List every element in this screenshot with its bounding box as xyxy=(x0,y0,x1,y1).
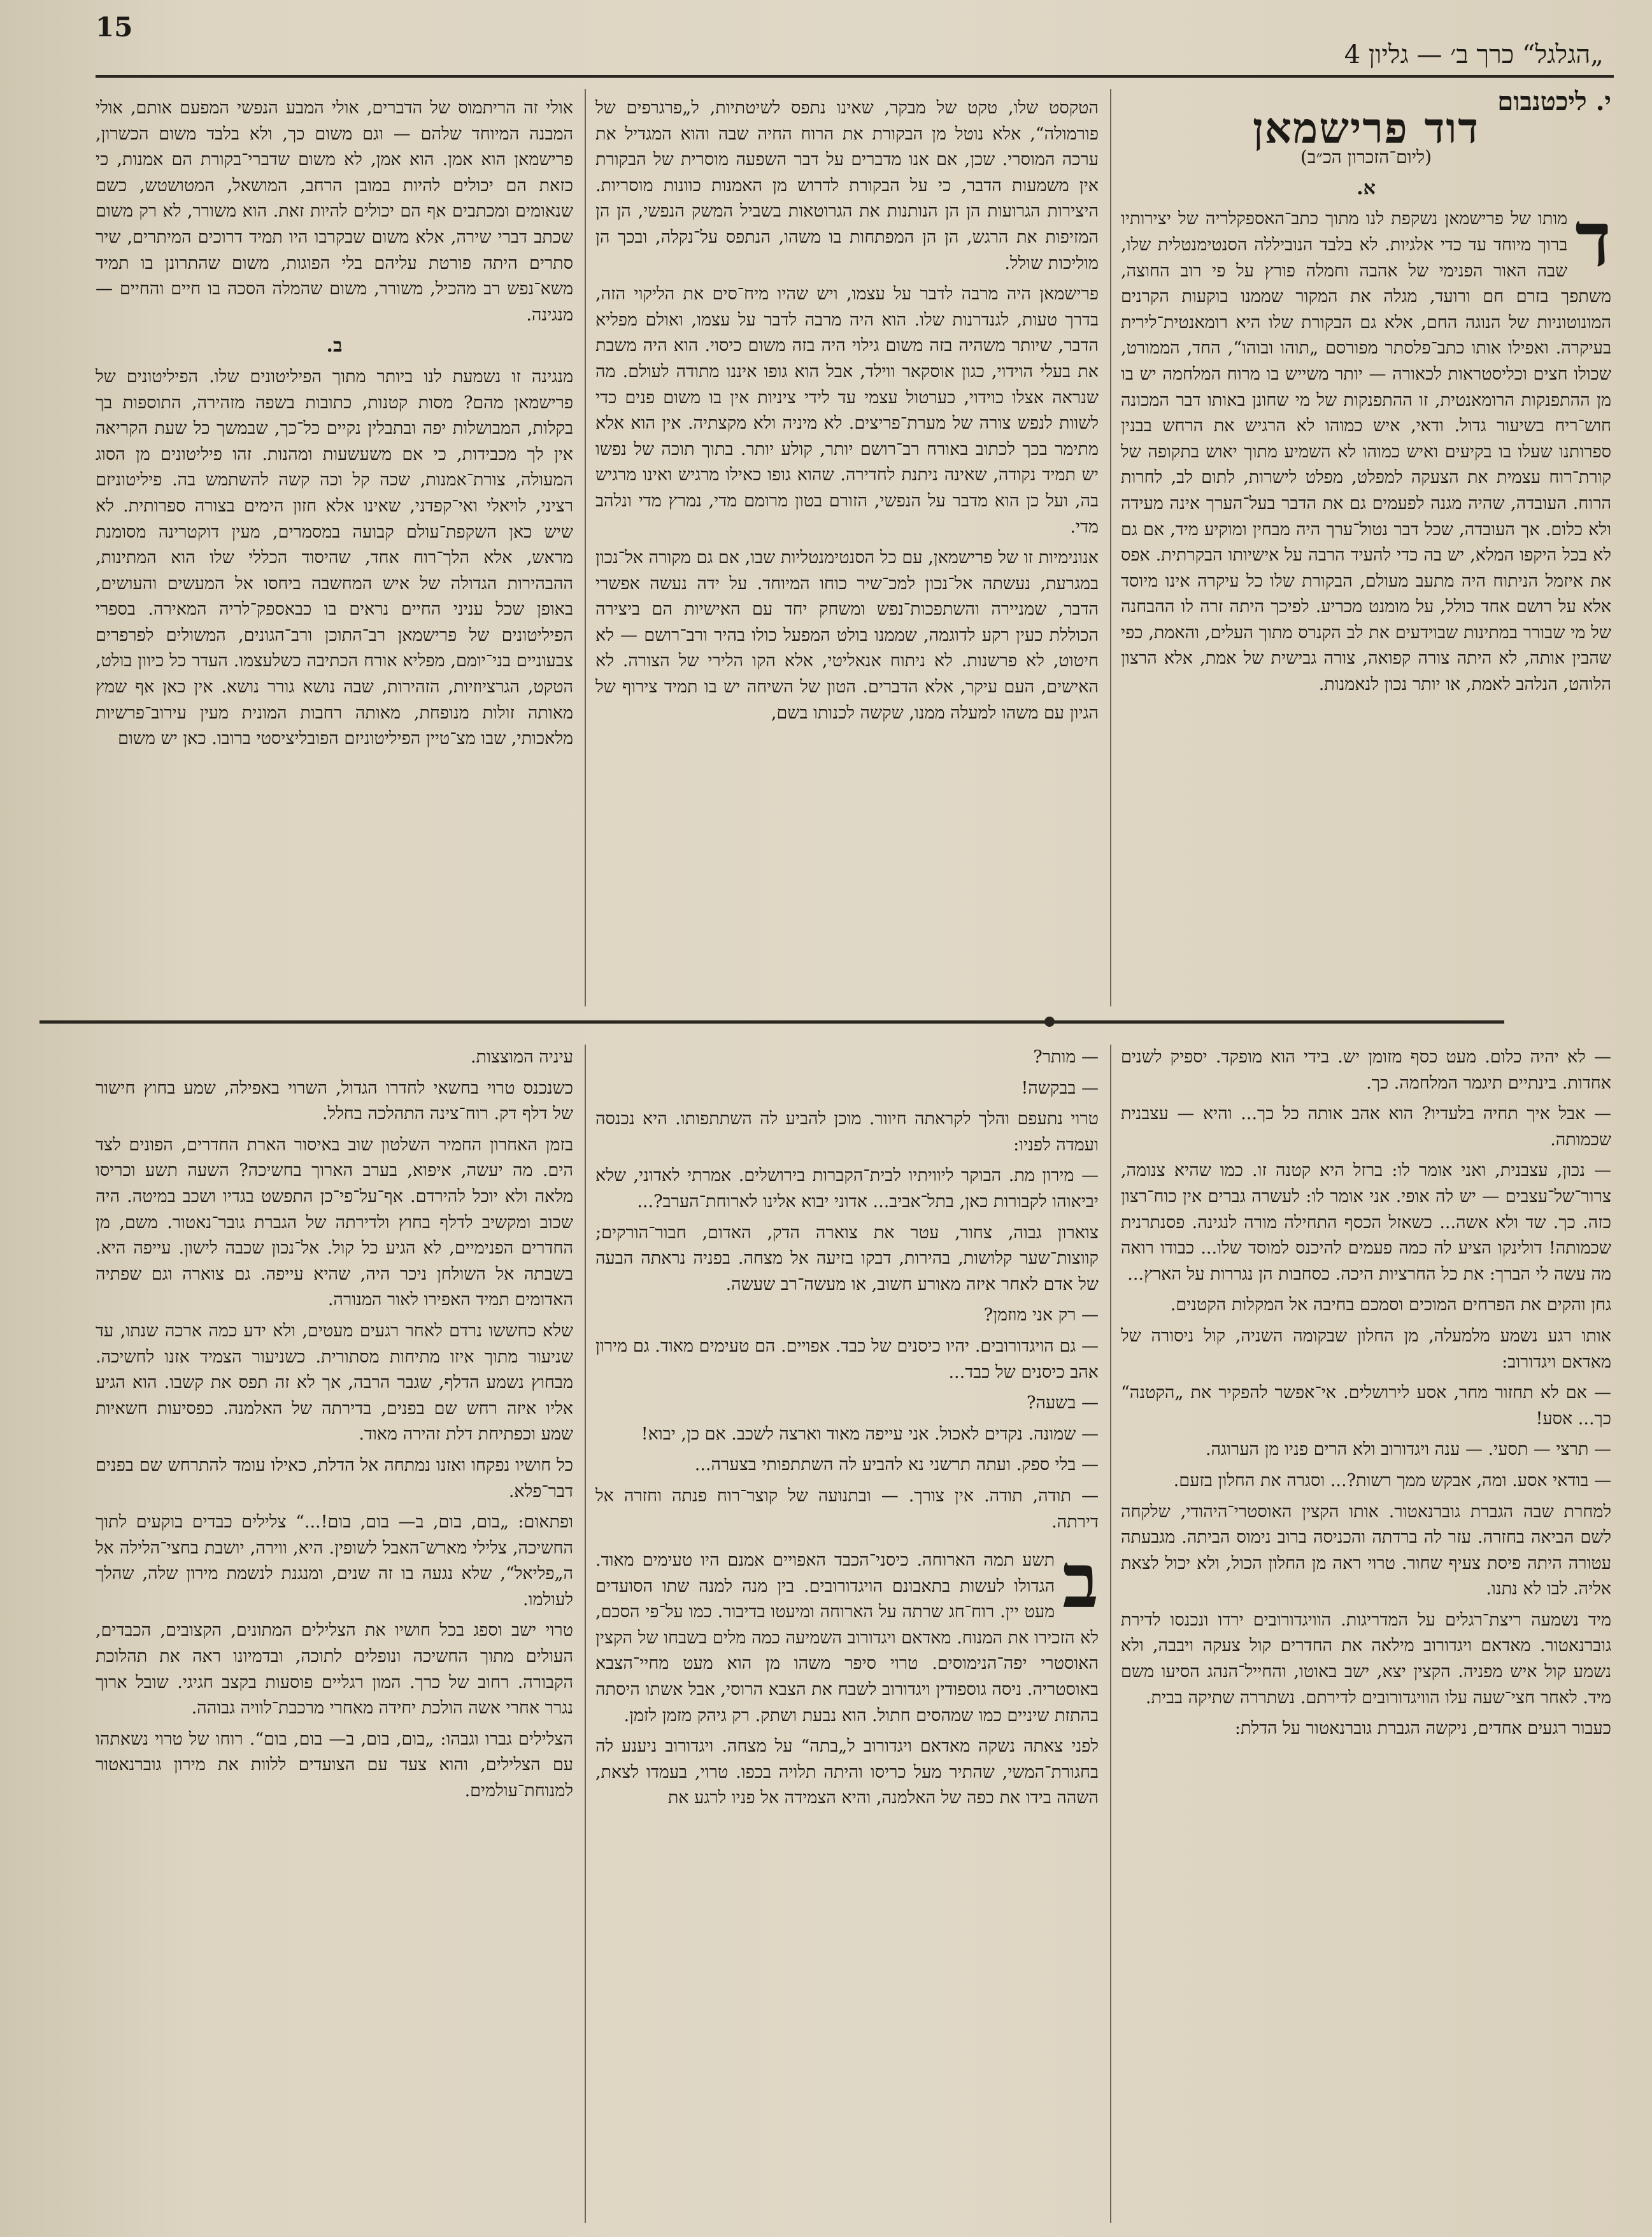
column-divider xyxy=(1110,89,1111,1006)
story-col3-paragraphs xyxy=(96,1045,573,1805)
paragraph: — בלי ספק. ועתה תרשני נא להביע לה השתתפותי בצערה... xyxy=(694,1455,1099,1475)
story-column-2 xyxy=(595,1045,1099,2229)
paragraph: טרוי נתעפם והלך לקראתה חיוור. מוכן להביע לה השתתפותו. היא נכנסה ועמדה לפניו: xyxy=(595,1109,1099,1155)
story-col2-paragraphs xyxy=(595,1536,1099,1812)
paragraph: — תרצי — תסעי. — ענה ויגדורוב ולא הרים פניו מן הערוגה. xyxy=(1206,1440,1611,1460)
article-subtitle: (ליום־הזכרון הכ״ב) xyxy=(1300,147,1432,168)
paragraph: — אבל איך תחיה בלעדיו? הוא אהב אותה כל כך... והיא — עצבנית שכמותה. xyxy=(1121,1104,1611,1150)
article-col1-paragraphs xyxy=(1121,195,1611,697)
paragraph: הטקסט שלו, טקט של מבקר, שאינו נתפס לשיטתיות, ל„פרגרפים של פורמולה“, אלא נוטל מן הבקורת את הרוח החיה שבה והוא המגדיל את ערכה המוסרי. שכן, אם אנו מדברים על דבר השפעה מוסרית של הבקורת אין משמעות הדבר, כי על הבקורת לדרוש מן האמנות כוונות מוסריות. היצירות הגרועות הן הן הנותנות את הגרוטאות בשביל המשק הנפשי, הן הן המזיפות את הרגש, הן הן המפתחות בו משהו, הנתפס על־נקלה, ובכך הן מוליכות שולל. xyxy=(595,98,1099,273)
horizontal-divider xyxy=(39,1020,1504,1024)
paragraph: — תודה, תודה. אין צורך. — ובתנועה של קוצר־רוח פנתה וחזרה אל דירתה. xyxy=(595,1485,1099,1532)
column-divider xyxy=(1110,1045,1111,2223)
story-column-1 xyxy=(1121,1045,1611,2229)
paragraph: — אם לא תחזור מחר, אסע לירושלים. אי־אפשר להפקיר את „הקטנה“ כך... אסע! xyxy=(1121,1383,1611,1429)
story-drop-cap: ב xyxy=(1062,1536,1099,1626)
page-number: 15 xyxy=(96,11,133,43)
paragraph: כשנכנס טרוי בחשאי לחדרו הגדול, השרוי באפילה, שמע בחוץ חישור של דלף דק. רוח־צינה התהלכה בחלל. xyxy=(96,1078,573,1124)
divider-ornament xyxy=(1044,1017,1055,1027)
paragraph: בזמן האחרון החמיר השלטון שוב באיסור הארת החדרים, הפונים לצד הים. מה יעשה, איפוא, בערב הארוך בחשיכה? השעה תשע וכריסו מלאה ולא יוכל להירדם. אף־על־פי־כן התפשט בגדיו ושכב במיטה. היה שכוב ומקשיב לדלף בחוץ ולדירתה של הגברת גובר־נאטור. משם, מן החדרים הפנימיים, לא הגיע כל קול. אל־נכון שכבה לישון. עייפה היא. בשבתה אל השולחן ניכר היה, שהיא עייפה. גם צוארה וגם שפתיה האדומים תמיד האפירו לאור המנורה. xyxy=(96,1134,573,1310)
paragraph: פרישמאן היה מרבה לדבר על עצמו, ויש שהיו מיח־סים את הליקוי הזה, בדרך טעות, לגנדרנות שלו. הוא היה מרבה לדבר על עצמו, ואולם מפליא הדבר, שיותר משהיה בזה משום גילוי היה בזה משום כיסוי. הוא היה משבת את בעלי הוידוי, כגון אוסקאר ווילד, אבל הוא גופו איננו מתודה לעולם. מה שנראה אצלו כוידוי, כערטול עצמי עד לידי ציניות אין בו משום פנים כדי לשוות לנפש צורה של מערת־פריצים. לא מיניה ולא מקצתיה. אין הוא אלא מתימר בכך לכתוב באורח רב־רושם יותר, קולע יותר. בתוך תוכה של נפשו יש תמיד נקודה, שאינה ניתנת לחדירה. שהוא גופו כאילו מרגיש ואינו מרגיש בה, ועל כן הוא מדבר על הנפשי, הזורם בטון מרומם מדי, נמרץ מדי ונלהב מדי. xyxy=(595,284,1099,537)
paragraph: עיניה המוצצות. xyxy=(470,1047,573,1067)
article-title: דוד פרישמאן xyxy=(1252,103,1480,153)
paragraph: אנונימיות זו של פרישמאן, עם כל הסנטימנטליות שבו, אם גם מקורה אל־נכון במגרעת, נעשתה אל־נכון למכ־שיר כוחו המיוחד. על ידה נעשה אפשרי הדבר, שמניירה והשתפכות־נפש ומשחק יחד עם האישיות הם ביצירה הכוללת כעין רקע לדוגמה, שממנו בולט המפעל כולו בהיר ורב־רושם — לא חיטוט, לא פרשנות. לא ניתוח אנאליטי, אלא הקו הלירי של הצורה. לא האישים, העם עיקר, אלא הדברים. הטון של השיחה יש בו תמיד צירוף של הגיון עם משהו למעלה ממנו, שקשה לכנותו בשם, xyxy=(595,548,1099,723)
article-column-3 xyxy=(96,96,573,1010)
paragraph: ופתאום: „בום, בום, ב— בום, בום!...“ צלילים כבדים בוקעים לתוך החשיכה, צלילי מארש־האבל לשופין. היא, ווירה, יושבת בחצי־הלילה אל ה„פליאל“, שלא נגעה בו זה שנים, ומנגנת לנשמת מירון שלה, שהלך לעולמו. xyxy=(96,1512,573,1610)
paragraph: — לא יהיה כלום. מעט כסף מזומן יש. בידי הוא מופקד. יספיק לשנים אחדות. בינתיים תיגמר המלחמה. כך. xyxy=(1121,1047,1611,1093)
paragraph: צוארון גבוה, צחור, עטר את צוארה הדק, האדום, חבור־הורקים; קווצות־שער קלושות, בהירות, דבקו בזיעה אל מצחה. בפניה נראתה הבעה של אדם לאחר איזה מאורע חשוב, או מעשה־רב שעשה. xyxy=(595,1222,1099,1294)
article-column-1 xyxy=(1121,83,1611,1010)
paragraph: מותו של פרישמאן נשקפת לנו מתוך כתב־האספקלריה של יצירותיו ברוך מיוחד עד כדי אלגיות. לא בלבד הנוביללה הסנטימנטלית שלו, שבה האור הפנימי של אהבה וחמלה פורץ על פי רוב החוצה, משתפך בזרם חם ורועד, מגלה את המקור שממנו בוקעות הקרנים המונוטוניות של הנוגה החם, אלא גם הבקורת שלו היא רומאנטית־לירית בעיקרה. ואפילו אותו כתב־פלסתר מפורסם „תוהו ובוהו“, החד, הממורט, שכולו חצים וכליסטראות לכאורה — יותר משייש בו מרוח המלחמה יש בו מן ההתפנקות הרומאנטית, זו ההתפנקות של מי שחונן באותו דבר המכונה חוש־ריח בשיעור גדול. ודאי, איש כמוהו לא הרגיש את הרחש בבנין ספרותנו שעלו בו בקיעים ואיש כמוהו לא השמיע מתוך יאוש בתקופה של קורת־רוח עצמית את הצעקה למפלט, מפלט לישרות, לתום לב, לחרות הרוח. העובדה, שהיה מגנה לפעמים גם את הדבר בעל־הערך אינה מעידה ולא כלום. אך העובדה, שכל דבר נטול־ערך היה מבחין ומוקיע מיד, אם גם לא בכל היקפו המלא, יש בה כדי להעיד הרבה על אישיותו הבקרתית. אפס את איזמל הניתוח היה מתעב מעולם, הבקורת שלו כל עיקרה אינו מיוסד אלא על רושם אחד כולל, על מומנט מכריע. לפיכך היתה זרה לו ההבחנה של מי שבורר במתינות שבוידעים את לב הקנרס מתוך העלים, והאמת, כפי שהבין אותה, לא היתה צורה קפואה, צורה גבישית של אמת, אלא הרצון הלוהט, הנלהב לאמת, או יותר נכון לנאמנות. xyxy=(1121,209,1611,695)
header-rule xyxy=(96,75,1614,78)
article-col3-paragraphs-b xyxy=(96,364,573,752)
story-col2-dialogue xyxy=(595,1045,1099,1535)
paragraph: מיד נשמעה ריצת־רגלים על המדריגות. הוויגדורובים ירדו ונכנסו לדירת גוברנאטור. מאדאם ויגדורוב מילאה את החדרים קול צעקה ויבבה, ולא נשמע קול איש מפניה. הקצין יצא, ישב באוטו, והחייל־הנהג הסיעו משם מיד. לאחר חצי־שעה עלו הוויגדורובים לדירתם. נשתררה שתיקה בבית. xyxy=(1121,1610,1611,1708)
story-col1-paragraphs xyxy=(1121,1045,1611,1742)
column-divider xyxy=(585,89,586,1006)
paragraph: — מירון מת. הבוקר ליוויתיו לבית־הקברות בירושלים. אמרתי לאדוני, שלא יביאוהו לקבורות כאן, בתל־אביב... אדוני יבוא אלינו לארוחת־הערב?... xyxy=(595,1166,1099,1211)
article-col2-paragraphs xyxy=(595,96,1099,726)
paragraph: — שמונה. נקדים לאכול. אני עייפה מאוד וארצה לשכב. אם כן, יבוא! xyxy=(641,1424,1099,1444)
running-title: „הגלגל“ כרך ב׳ — גליון 4 xyxy=(1344,40,1604,69)
article-col3-paragraphs-a xyxy=(96,96,573,328)
section-heading-a: א. xyxy=(1356,176,1376,199)
paragraph: למחרת שבה הגברת גוברנאטור. אותו הקצין האוסטרי־היהודי, שלקחה לשם הביאה בחזרה. עזר לה ברדתה והכניסה ברוב נימוס הביתה. מגבעתה עטורה היתה פיסת צעיף שחור. טרוי ראה מן החלון הכול, ולא יכול לצאת אליה. לבו לא נתנו. xyxy=(1121,1501,1611,1599)
paragraph: שלא כחששו נרדם לאחר רגעים מעטים, ולא ידע כמה ארכה שנתו, עד שניעור מתוך איזו מתיחות מסתורית. כשניעור הצמיד אזנו לחשיכה. מבחוץ נשמע הדלף, שגבר הרבה, אך לא זה תפס את קשבו. הוא הגיע אליו איזה רחש שם בפנים, בדירתה של האלמנה. כפסיעות חשאיות שמע וכפתיחת דלת זהירה מאוד. xyxy=(96,1320,573,1445)
paragraph: — מותר? xyxy=(1033,1047,1099,1067)
story-column-3 xyxy=(96,1045,573,2229)
paragraph: לפני צאתה נשקה מאדאם ויגדורוב ל„בתה“ על מצחה. ויגדורוב ניענע לה בחגורת־המשי, שהתיר מעל כריסו והיתה תלויה בכפו. טרוי, בעמדו לצאת, השהה בידו את כפה של האלמנה, והיא הצמידה אל פניו לרגע את xyxy=(595,1736,1099,1808)
paragraph: הצלילים גברו וגבהו: „בום, בום, ב— בום, בום“. רוחו של טרוי נשאתהו עם הצלילים, והוא צעד עם הצועדים ללוות את מירון גוברנאטור למנוחת־עולמים. xyxy=(96,1729,573,1801)
paragraph: — בודאי אסע. ומה, אבקש ממך רשות?... וסגרה את החלון בזעם. xyxy=(1173,1470,1611,1490)
paragraph: אולי זה הריתמוס של הדברים, אולי המבע הנפשי המפעם אותם, אולי המבנה המיוחד שלהם — וגם משום כך, ולא בלבד משום הכשרון, פרישמאן הוא אמן. הוא אמן, לא משום שדברי־בקורת הם אמנות, כי כזאת הם יכולים להיות במובן הרחב, המושאל, המטושטש, כשם שנאומים ומכתבים אף הם יכולים להיות זאת. הוא משורר, לא רק משום שכתב דברי שירה, אלא משום שבקרבו היו תמיד דרוכים המיתרים, שיר סתרים היתה פורטת עליהם בלי הפוגות, משום שהתרונן בו תמיד משא־נפש רב מהכיל, משורר, משום שהמלה הסכה בו חיים והחיים — מנגינה. xyxy=(96,98,573,325)
paragraph: אותו רגע נשמע מלמעלה, מן החלון שבקומה השניה, קול ניסורה של מאדאם ויגדורוב: xyxy=(1121,1326,1611,1372)
paragraph: — רק אני מוזמן? xyxy=(983,1305,1099,1326)
article-column-2 xyxy=(595,96,1099,1010)
paragraph: — בבקשה! xyxy=(1021,1078,1099,1098)
column-divider xyxy=(585,1045,586,2223)
paragraph: טרוי ישב וספג בכל חושיו את הצלילים המתונים, הקצובים, הכבדים, העולים מתוך החשיכה ונופלים לתוכה, ובדמיונו ראה את תהלוכת הקבורה. רחוב של כרך. המון רגליים פוסעות בקצב חגיגי. שובל ארוך נגרר אחרי אשה הולכת יחידה מאחרי מרכבת־לוויה גבוהה. xyxy=(96,1620,573,1719)
paragraph: — נכון, עצבנית, ואני אומר לו: ברזל היא קטנה זו. כמו שהיא צנומה, צרור־של־עצבים — יש לה אופי. אני אומר לו: לעשרה גברים אין כוח־רצון כזה. כך. שד ולא אשה... כשאזל הכסף התחילה מורה לנגינה. פסנתרנית שכמותה! דולינקו הציע לה כמה פעמים להיכנס למוסד שלו... כבודו רואה מה עשה לי הברך: את כל החרציות היכה. כסחבות הן נגררות על הארץ... xyxy=(1121,1161,1611,1284)
paragraph: מנגינה זו נשמעת לנו ביותר מתוך הפיליטונים שלו. הפיליטונים של פרישמאן מהם? מסות קטנות, כתובות בשפה מזהירה, התוספות בך בקלות, המבושלות יפה ובתבלין נקיים כל־כך, שבמשך כל שעת הקריאה אין לך מכבידות, כי אם משעשעות ומהנות. זהו פיליטונים מן הסוג המעולה, צורת־אמנות, שכה קל וכה קשה להשתמש בה. פיליטוניזם רציני, לויאלי ואי־קפדני, שאינו אלא חזון הימים בצורה ספרותית. לא שיש כאן השקפת־עולם קבועה במסמרים, מעין דוקטרינה מסומנת מראש, אלא הלך־רוח אחד, שהיסוד הכללי שלו הוא המתינות, ההבהירות הגדולה של איש המחשבה ביחסו אל המעשים והעושים, באופן שכל עניני החיים נראים בו כבאספק־לריה המאירה. בספרי הפיליטונים של פרישמאן רב־התוכן ורב־הגונים, המשולים לפרפרים צבעוניים בני־יומם, מפליא אורח הכתיבה כשלעצמו. העדר כל כיוון בולט, הטקט, הגרציוזיות, הזהירות, שבה נושא גורר נושא. אין כאן אף שמץ מאותה זולות מנופחת, מאותה רחבות המונית מעין עירוב־פרשיות מלאכותי, שבו מצ־טיין הפיליטוניזם הפובליציסטי ברובו. כאן יש משום xyxy=(96,366,573,749)
paragraph: גחן והקים את הפרחים המוכים וסמכם בחיבה אל המקלות הקטנים. xyxy=(1170,1295,1611,1315)
section-heading-b: ב. xyxy=(326,334,343,357)
paragraph: כעבור רגעים אחדים, ניקשה הגברת גוברנאטור על הדלת: xyxy=(1234,1719,1611,1739)
paragraph: כל חושיו נפקחו ואזנו נמתחה אל הדלת, כאילו עומד להתרחש שם בפנים דבר־פלא. xyxy=(96,1455,573,1501)
paragraph: — בשעה? xyxy=(1027,1393,1099,1413)
article-author: י. ליכטנבום xyxy=(1497,87,1611,117)
paragraph: תשע תמה הארוחה. כיסני־הכבד האפויים אמנם היו טעימים מאוד. הגדולו לעשות בתאבונם הויגדורובים. בין מנה למנה שתו הסועדים מעט יין. רוח־חג שרתה על הארוחה ומיעטו בדיבור. כמו על־פי הסכם, לא הזכירו את המנוח. מאדאם ויגדורוב השמיעה כמה מלים בשבחו של הקצין האוסטרי יפה־הנימוסים. טרוי סיפר משהו מן הוא מעט מחיי־הצבא באוסטריה. ניסה גוספודין ויגדורוב לשבח את הצבא הרוסי, אבל אשתו היסתה בהתזת שיניים כמו שמהסים חתול. הוא נבעת ושתק. רק גיהק מזמן לזמן. xyxy=(595,1550,1099,1726)
paragraph: — גם הויגדורובים. יהיו כיסנים של כבד. אפויים. הם טעימים מאוד. גם מירון אהב כיסנים של כבד... xyxy=(595,1336,1099,1382)
drop-cap: ד xyxy=(1575,195,1611,284)
